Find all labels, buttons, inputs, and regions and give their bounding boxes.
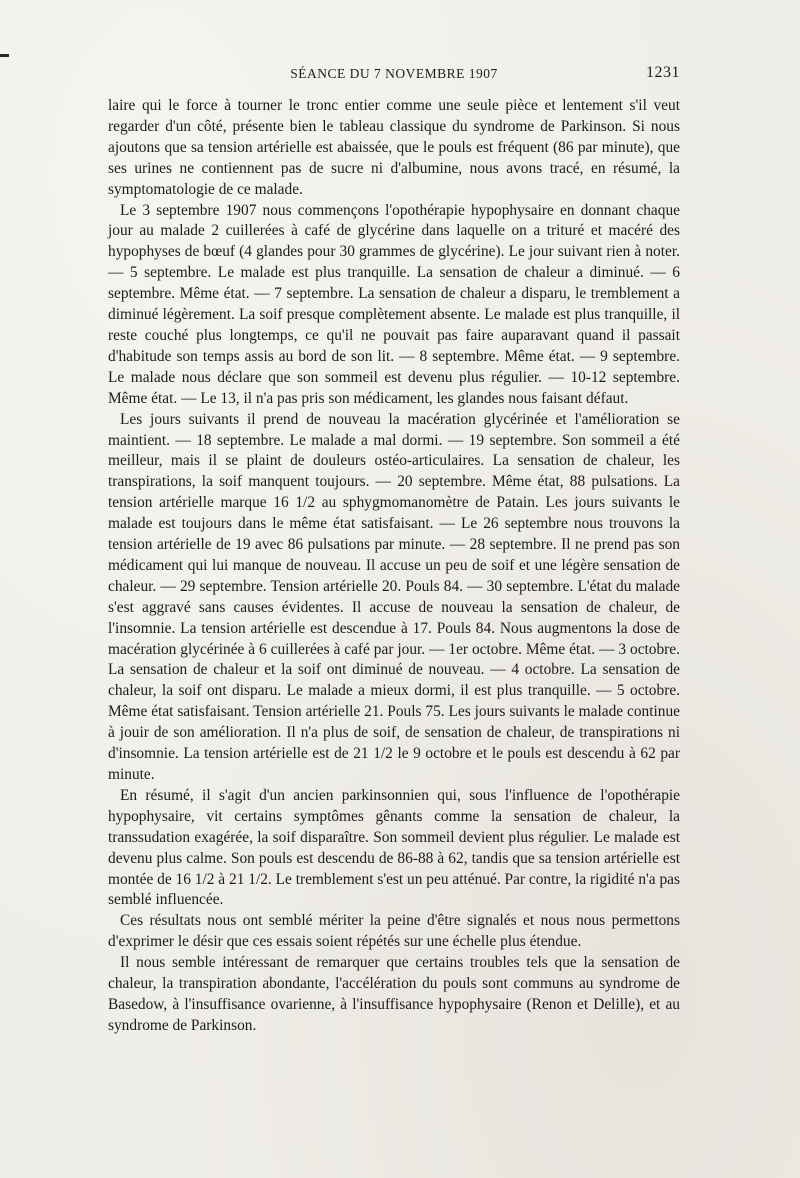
running-head: SÉANCE DU 7 NOVEMBRE 1907 [290,66,498,81]
paragraph-6: Il nous semble intéressant de remarquer que certains troubles tels que la sensation de chaleur, la transpiration abondante, l'accélération du pouls sont communs au syndrome de Basedow, à l'insuffisance ovarienne, à l'insuffisance hypophysaire (Renon et Delille), et au syndrome de Parkinson. [108,954,680,1034]
paragraph-3: Les jours suivants il prend de nouveau la macération glycérinée et l'amélioration se maintient. — 18 septembre. Le malade a mal dormi. — 19 septembre. Son sommeil a été meilleur, mais il se plaint de douleurs ostéo-articulaires. La sensation de chaleur, les transpirations, la soif manquent toujours. — 20 septembre. Même état, 88 pulsations. La tension artérielle marque 16 1/2 au sphygmomanomètre de Patain. Les jours suivants le malade est toujours dans le même état satisfaisant. — Le 26 septembre nous trouvons la tension artérielle de 19 avec 86 pulsations par minute. — 28 septembre. Il ne prend pas son médicament qui lui manque de nouveau. Il accuse un peu de soif et une légère sensation de chaleur. — 29 septembre. Tension artérielle 20. Pouls 84. — 30 septembre. L'état du malade s'est aggravé sans causes évidentes. Il accuse de nouveau la sensation de chaleur, de l'insomnie. La tension artérielle est descendue à 17. Pouls 84. Nous augmentons la dose de macération glycérinée à 6 cuillerées à café par jour. — 1er octobre. Même état. — 3 octobre. La sensation de chaleur et la soif ont diminué de nouveau. — 4 octobre. La sensation de chaleur, la soif ont disparu. Le malade a mieux dormi, il est plus tranquille. — 5 octobre. Même état satisfaisant. Tension artérielle 21. Pouls 75. Les jours suivants le malade continue à jouir de son amélioration. Il n'a plus de soif, de sensation de chaleur, de transpirations ni d'insomnie. La tension artérielle est de 21 1/2 le 9 octobre et le pouls est descendu à 62 par minute. [108,410,680,783]
body-text [108,96,680,1037]
paragraph-5: Ces résultats nous ont semblé mériter la peine d'être signalés et nous nous permettons d'exprimer le désir que ces essais soient répétés sur une échelle plus étendue. [108,912,680,951]
margin-mark [0,54,9,57]
page-number: 1231 [646,64,680,81]
paragraph-4: En résumé, il s'agit d'un ancien parkinsonnien qui, sous l'influence de l'opothérapie hypophysaire, vit certains symptômes gênants comme la sensation de chaleur, la transsudation exagérée, la soif disparaître. Son sommeil devient plus régulier. Le malade est devenu plus calme. Son pouls est descendu de 86-88 à 62, tandis que sa tension artérielle est montée de 16 1/2 à 21 1/2. Le tremblement s'est un peu atténué. Par contre, la rigidité n'a pas semblé influencée. [108,786,680,909]
paragraph-2: Le 3 septembre 1907 nous commençons l'opothérapie hypophysaire en donnant chaque jour au malade 2 cuillerées à café de glycérine dans laquelle on a trituré et macéré des hypophyses de bœuf (4 glandes pour 30 grammes de glycérine). Le jour suivant rien à noter. — 5 septembre. Le malade est plus tranquille. La sensation de chaleur a diminué. — 6 septembre. Même état. — 7 septembre. La sensation de chaleur a disparu, le tremblement a diminué légèrement. La soif presque complètement absente. Le malade est plus tranquille, il reste couché plus longtemps, ce qu'il ne pouvait pas faire auparavant quand il passait d'habitude son temps assis au bord de son lit. — 8 septembre. Même état. — 9 septembre. Le malade nous déclare que son sommeil est devenu plus régulier. — 10-12 septembre. Même état. — Le 13, il n'a pas pris son médicament, les glandes nous faisant défaut. [108,201,680,407]
paragraph-1: laire qui le force à tourner le tronc entier comme une seule pièce et lentement s'il veut regarder d'un côté, présente bien le tableau classique du syndrome de Parkinson. Si nous ajoutons que sa tension artérielle est abaissée, que le pouls est fréquent (86 par minute), que ses urines ne contiennent pas de sucre ni d'albumine, nous avons tracé, en résumé, la symptomatologie de ce malade. [108,97,680,198]
page-header [108,64,680,86]
